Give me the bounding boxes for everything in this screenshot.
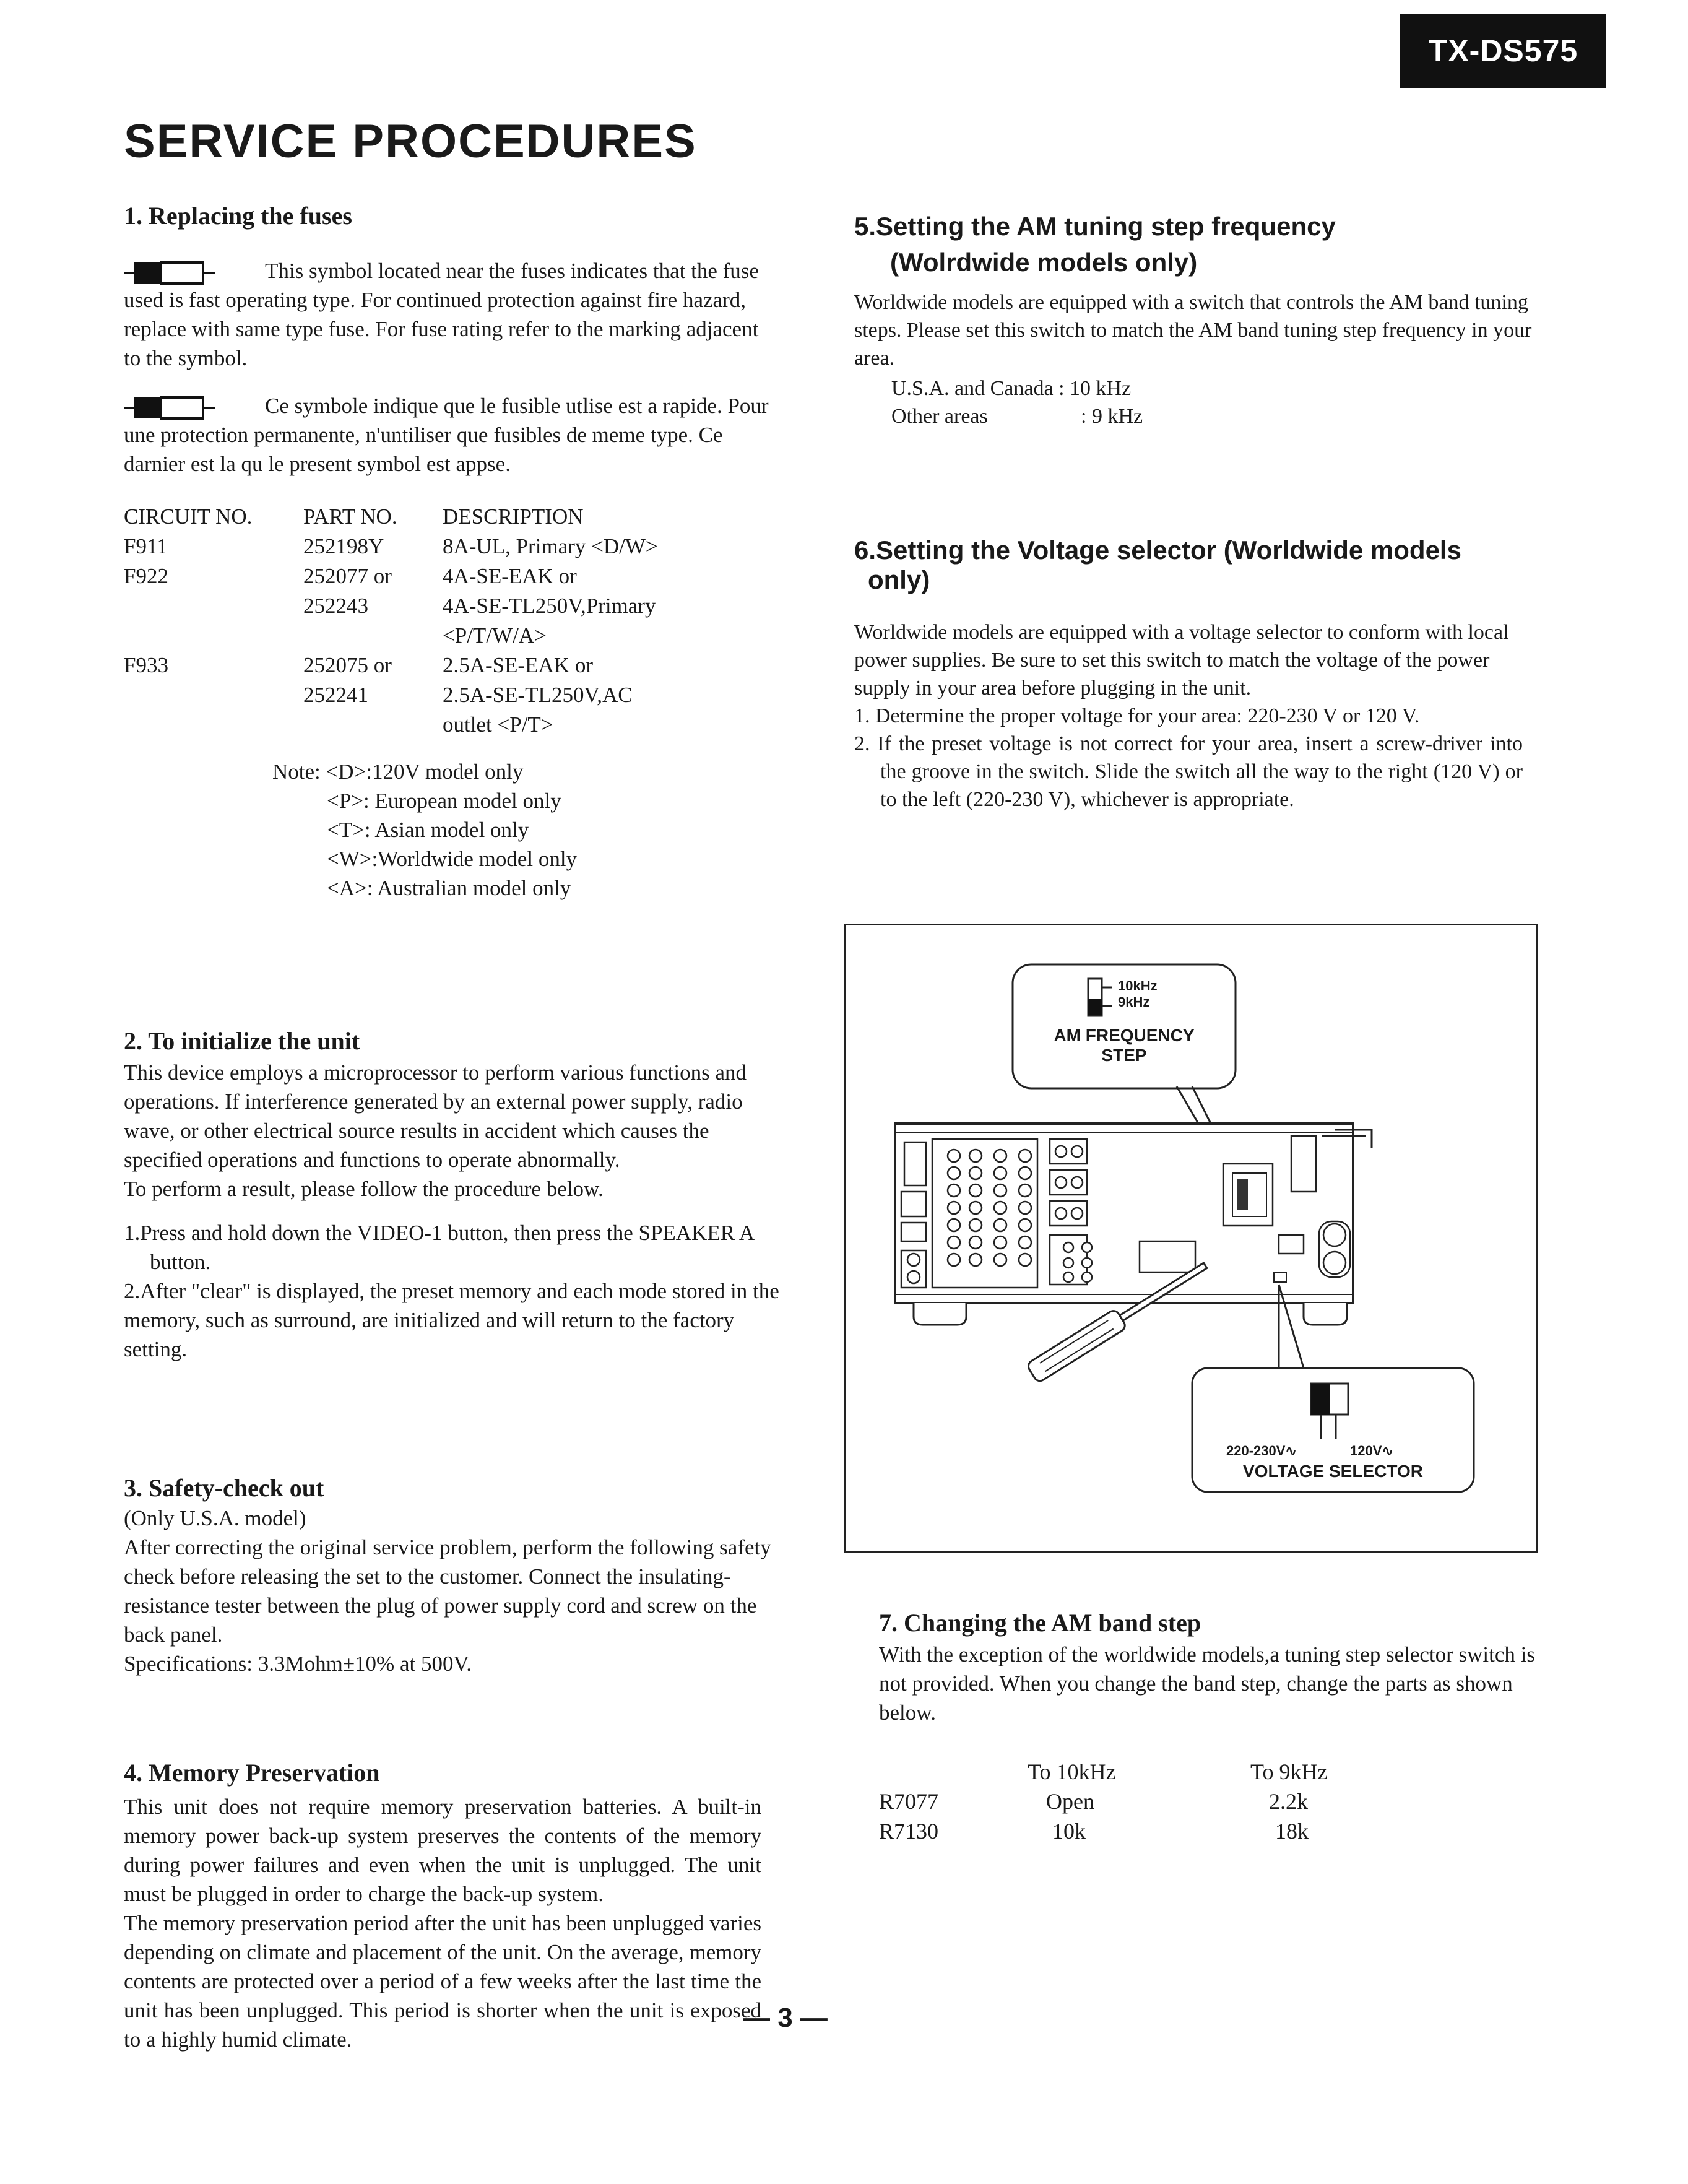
other-value: : 9 kHz: [1081, 405, 1143, 428]
cell-circuit: [124, 680, 303, 710]
cell-10khz: Open: [1046, 1789, 1094, 1814]
table-row: [124, 710, 658, 740]
cell-desc: 2.5A-SE-TL250V,AC: [443, 683, 633, 707]
cell-circuit: F911: [124, 534, 168, 558]
usa-label: U.S.A. and Canada: [891, 377, 1054, 400]
section-voltage: [854, 535, 1523, 813]
cell-desc: outlet <P/T>: [443, 713, 553, 737]
header-ref: [879, 1757, 1028, 1787]
other-row: [891, 402, 1535, 430]
section-initialize: [124, 1026, 792, 1364]
safety-subtitle: (Only U.S.A. model): [124, 1506, 306, 1530]
memory-paragraph-2: The memory preservation period after the unit has been unplugged varies depending on climate and placement of the unit. On the average, memory contents are protected over a period of a few weeks after the last time the unit has been unplugged. This period is shorter when the unit is exposed to a highly humid climate.: [124, 1911, 761, 2052]
am-9khz: 9kHz: [1118, 994, 1150, 1010]
table-row: [879, 1816, 1327, 1846]
am-freq-label-line1: AM FREQUENCY: [1054, 1026, 1195, 1045]
header-circuit: CIRCUIT NO.: [124, 505, 253, 529]
section-am-band: [879, 1608, 1547, 1727]
am-10khz: 10kHz: [1118, 978, 1158, 994]
am-freq-label: [1013, 1026, 1236, 1065]
rear-panel-drawing: [846, 925, 1536, 1551]
note-line: <T>: Asian model only: [327, 818, 529, 842]
memory-paragraph-1: This unit does not require memory preservation batteries. A built-in memory power back-up system preserves the contents of the memory during power failures and even when the unit is unplugged. The unit must be plugged in order to charge the back-up system.: [124, 1795, 761, 1906]
init-step-2: 2.After "clear" is displayed, the preset memory and each mode stored in the memory, such as surround, are initialized and will return to the factory setting.: [124, 1279, 779, 1361]
other-label: Other areas: [891, 405, 988, 428]
header-10khz: To 10kHz: [1028, 1759, 1116, 1784]
table-row: [124, 680, 658, 710]
cell-circuit: F922: [124, 564, 168, 588]
section-title: 5.Setting the AM tuning step frequency: [854, 212, 1336, 241]
cell-circuit: F933: [124, 653, 168, 677]
usa-value: : 10 kHz: [1058, 377, 1132, 400]
fuse-paragraph-fr: [124, 391, 780, 479]
page-number: — 3 —: [743, 2003, 828, 2033]
am-step-values: [854, 375, 1535, 430]
cell-circuit: [124, 710, 303, 740]
table-row: [124, 532, 658, 561]
init-paragraph-2: To perform a result, please follow the procedure below.: [124, 1177, 604, 1201]
note-line: <A>: Australian model only: [327, 876, 571, 900]
section-title: 6.Setting the Voltage selector (Worldwide models: [854, 535, 1461, 565]
cell-9khz: 18k: [1275, 1819, 1309, 1844]
voltage-item-2: 2. If the preset voltage is not correct for your area, insert a screw-driver into the groove in the switch. Slide the switch all the way to the right (120 V) or to the left (220-230 V), whichever is appropriate.: [854, 732, 1523, 811]
section-title: 2. To initialize the unit: [124, 1027, 360, 1055]
cell-9khz: 2.2k: [1269, 1789, 1308, 1814]
cell-part: 252075 or: [303, 653, 392, 677]
fast-fuse-icon-fr: [124, 396, 248, 420]
section-fuses: [124, 201, 780, 903]
fuse-table: [124, 502, 658, 740]
model-badge: TX-DS575: [1400, 14, 1606, 88]
table-row: [124, 621, 658, 651]
note-line: <W>:Worldwide model only: [327, 847, 578, 871]
fuse-text-en: This symbol located near the fuses indicates that the fuse used is fast operating type. For continued protection against fire hazard, replace with same type fuse. For fuse rating refer to the marking adjacent to the symbol.: [124, 259, 759, 370]
cell-part: 252077 or: [303, 564, 392, 588]
header-part: PART NO.: [303, 505, 397, 529]
section-title: 7. Changing the AM band step: [879, 1609, 1201, 1637]
am-freq-options: [1118, 978, 1158, 1010]
section-title: 1. Replacing the fuses: [124, 202, 352, 230]
voltage-item-1: 1. Determine the proper voltage for your area: 220-230 V or 120 V.: [854, 704, 1420, 727]
rear-panel-diagram: [844, 924, 1538, 1553]
cell-desc: 4A-SE-TL250V,Primary: [443, 594, 656, 618]
am-band-paragraph: With the exception of the worldwide models,a tuning step selector switch is not provided. When you change the band step, change the parts as shown below.: [879, 1642, 1536, 1725]
voltage-220-label: 220-230V∿: [1226, 1443, 1297, 1458]
fuse-text-fr: Ce symbole indique que le fusible utlise est a rapide. Pour une protection permanente, n'untiliser que fusibles de meme type. Ce darnier est la qu le present symbol est appse.: [124, 394, 769, 476]
section-am-step: [854, 212, 1535, 430]
section-title: 3. Safety-check out: [124, 1474, 324, 1502]
table-row: [124, 561, 658, 591]
cell-part: 252243: [303, 594, 368, 618]
cell-desc: <P/T/W/A>: [443, 623, 547, 648]
section-subtitle: only): [868, 565, 930, 594]
am-step-paragraph: Worldwide models are equipped with a switch that controls the AM band tuning steps. Please set this switch to match the AM band tuning step frequency in your area.: [854, 291, 1532, 370]
section-safety: [124, 1473, 792, 1678]
cell-part: [303, 710, 443, 740]
section-title: 4. Memory Preservation: [124, 1759, 380, 1787]
table-row: [124, 651, 658, 680]
note-line: Note: <D>:120V model only: [272, 760, 524, 784]
table-row: [124, 591, 658, 621]
init-step-1: 1.Press and hold down the VIDEO-1 button, then press the SPEAKER A button.: [124, 1221, 754, 1274]
header-9khz: To 9kHz: [1250, 1759, 1328, 1784]
cell-part: [303, 621, 443, 651]
header-description: DESCRIPTION: [443, 505, 584, 529]
cell-desc: 2.5A-SE-EAK or: [443, 653, 594, 677]
cell-part: 252241: [303, 683, 368, 707]
note-line: <P>: European model only: [327, 789, 561, 813]
section-subtitle: (Wolrdwide models only): [890, 248, 1198, 277]
safety-spec: Specifications: 3.3Mohm±10% at 500V.: [124, 1652, 472, 1676]
safety-paragraph: After correcting the original service problem, perform the following safety check before releasing the set to the customer. Connect the insulating-resistance tester between the plug of power supply cord and screw on the back panel.: [124, 1535, 771, 1647]
fuse-table-header: [124, 502, 658, 532]
model-notes: [124, 757, 780, 903]
fast-fuse-icon: [124, 261, 248, 285]
cell-desc: 8A-UL, Primary <D/W>: [443, 534, 658, 558]
cell-part: 252198Y: [303, 534, 384, 558]
voltage-selector-label: VOLTAGE SELECTOR: [1243, 1462, 1423, 1481]
page-title: SERVICE PROCEDURES: [124, 115, 697, 168]
am-band-header: [879, 1757, 1327, 1787]
voltage-paragraph: Worldwide models are equipped with a voltage selector to conform with local power supplies. Be sure to set this switch to match the voltage of the power supply in your area before plugging in the unit.: [854, 621, 1509, 700]
am-band-table: [879, 1757, 1327, 1846]
usa-row: [891, 375, 1535, 402]
cell-ref: R7077: [879, 1789, 939, 1814]
fuse-paragraph-en: [124, 256, 780, 373]
cell-circuit: [124, 591, 303, 621]
cell-ref: R7130: [879, 1819, 939, 1844]
am-freq-label-line2: STEP: [1101, 1046, 1147, 1065]
cell-desc: 4A-SE-EAK or: [443, 564, 577, 588]
cell-10khz: 10k: [1052, 1819, 1086, 1844]
table-row: [879, 1787, 1327, 1816]
init-paragraph: This device employs a microprocessor to perform various functions and operations. If interference generated by an external power supply, radio wave, or other electrical source results in accident which causes the specified operations and functions to operate abnormally.: [124, 1060, 747, 1172]
cell-circuit: [124, 621, 303, 651]
section-memory: [124, 1758, 761, 2054]
voltage-120-label: 120V∿: [1350, 1443, 1393, 1458]
